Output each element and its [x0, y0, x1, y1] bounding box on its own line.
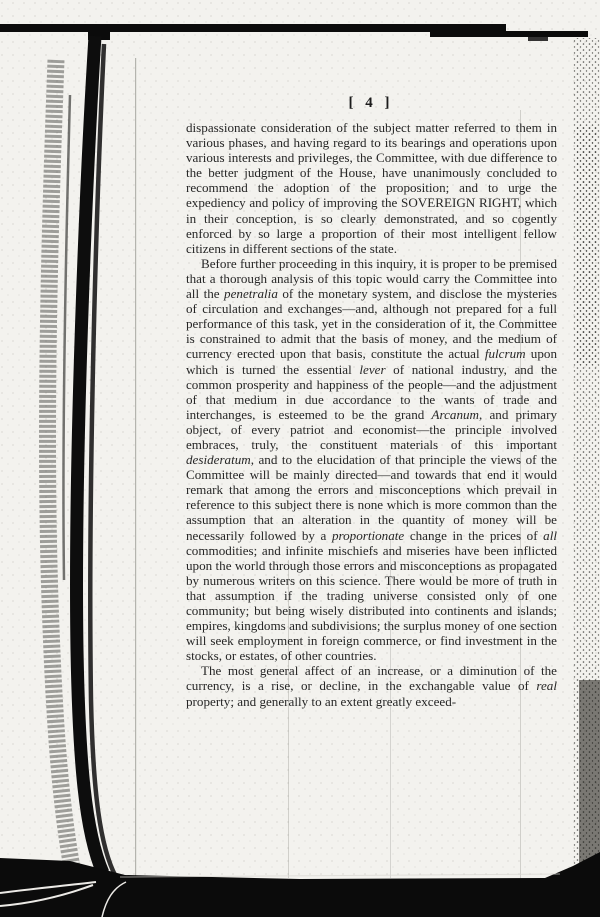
paragraph: Before further proceeding in this inquiry, it is proper to be premised that a thorough analysis of this topic would carry the Committee into all the penetralia of the monetary system, and disclose the mysteries of circulation and exchanges—and, although not prepared for a full performance of this task, yet in the consideration of it, the Committee is constrained to admit that the basis of money, and the medium of currency erected upon that basis, constitute the actual fulcrum upon which is turned the essential lever of national industry, and the common prosperity and happiness of the people—and the adjustment of that medium in due accordance to the wants of trade and interchanges, is esteemed to be the grand Arcanum, and primary object, of every patriot and economist—the principle involved embraces, truly, the constituent materials of this important desideratum, and to the elucidation of that principle the views of the Committee will be mainly directed—and towards that end it would remark that among the errors and misconceptions which prevail in reference to this subject there is none which is more common than the assumption that an alteration in the quantity of money will be necessarily followed by a proportionate change in the prices of all commodities; and infinite mischiefs and miseries have been inflicted upon the world through those errors and misconceptions as propagated by numerous writers on this science. There would be more of truth in that assumption if the trading universe consisted only of one community; but being wisely distributed into continents and islands; empires, kingdoms and subdivisions; the surplus money of one section will seek employment in foreign commerce, or find investment in the stocks, or estates, of other countries. [186, 255, 558, 664]
paragraph: dispassionate consideration of the subject matter referred to them in various phases, and having regard to its bearings and operations upon various interests and privileges, the Committee, with due difference to the better judgment of the House, have unanimously concluded to recommend the adoption of the proposition; and to urge the expediency and policy of improving the SOVEREIGN RIGHT, which in their conception, is so clearly demonstrated, and so cogently enforced by so large a proportion of their most intelligent fellow citizens in different sections of the state. [186, 120, 557, 256]
page-number: [ 4 ] [348, 95, 394, 111]
paragraph: The most general affect of an increase, or a diminution of the currency, is a rise, or decline, in the exchangable value of real property; and generally to an extent greatly exceed- [186, 663, 557, 709]
page-text-block [186, 120, 557, 709]
right-edge-strip [573, 38, 600, 917]
